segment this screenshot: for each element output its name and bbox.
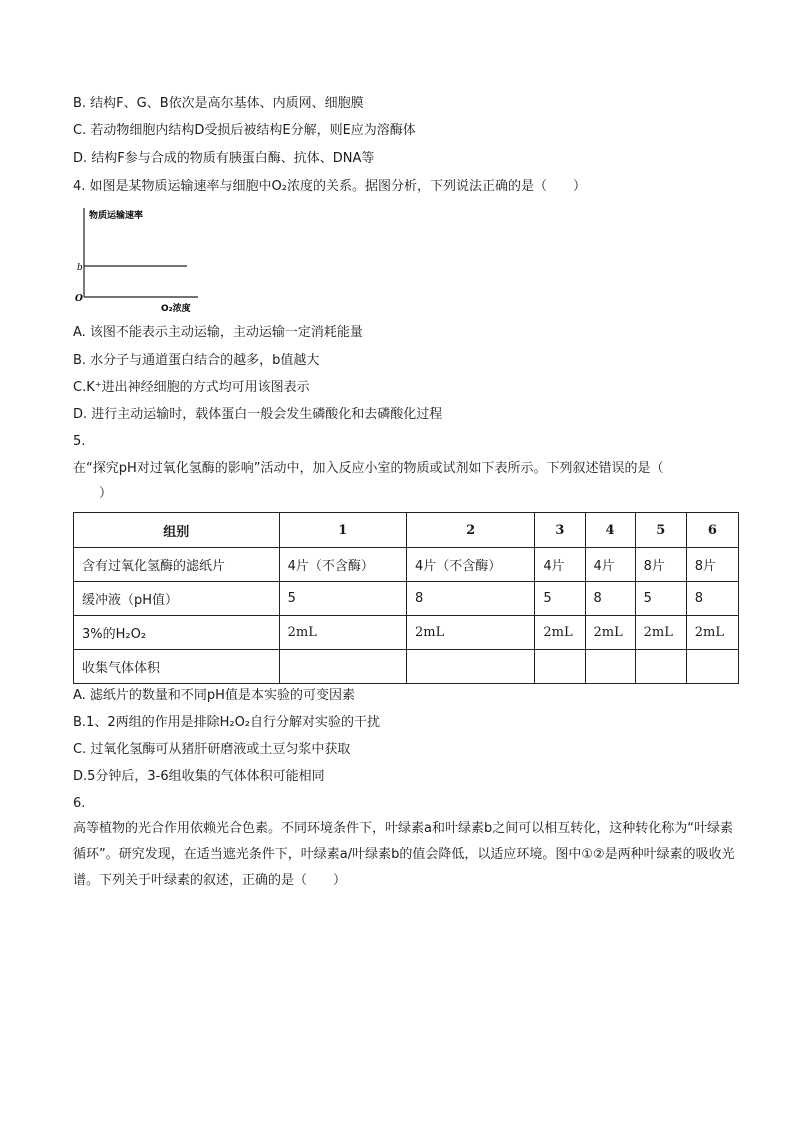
- q6-stem: 高等植物的光合作用依赖光合色素。不同环境条件下，叶绿素a和叶绿素b之间可以相互转化，这种转化称为“叶绿素循环”。研究发现，在适当遮光条件下，叶绿素a/叶绿素b的值会降低，以适应环境。图中①②是两种叶绿素的吸收光谱。下列关于叶绿素的叙述，正确的是（ ）: [73, 821, 735, 888]
- table-cell: [585, 650, 635, 684]
- table-cell: 4片: [535, 548, 585, 582]
- q5-stem-line2: ）: [73, 486, 113, 501]
- table-cell: [406, 650, 534, 684]
- x-axis-label: O₂浓度: [161, 304, 191, 314]
- q4-option-c: C.K⁺进出神经细胞的方式均可用该图表示: [73, 380, 310, 395]
- table-row: [74, 548, 739, 582]
- q5-table: [73, 512, 739, 684]
- table-header-cell: 2: [406, 513, 534, 548]
- table-cell: 4片: [585, 548, 635, 582]
- table-cell: 2mL: [585, 616, 635, 650]
- y-axis-label: 物质运输速率: [89, 211, 144, 221]
- q4-graph: [73, 204, 203, 316]
- q4-option-a: A. 该图不能表示主动运输，主动运输一定消耗能量: [73, 325, 363, 340]
- q4-graph-svg: [73, 204, 203, 316]
- table-cell: [686, 650, 738, 684]
- table-cell: 8: [585, 582, 635, 616]
- q3-option-d: D. 结构F参与合成的物质有胰蛋白酶、抗体、DNA等: [73, 151, 375, 166]
- table-cell: 缓冲液（pH值）: [74, 582, 280, 616]
- q3-option-b: B. 结构F、G、B依次是高尔基体、内质网、细胞膜: [73, 96, 364, 111]
- table-cell: 含有过氧化氢酶的滤纸片: [74, 548, 280, 582]
- q5-stem-line1: 在“探究pH对过氧化氢酶的影响”活动中，加入反应小室的物质或试剂如下表所示。下列叙述错误的是（: [73, 461, 664, 476]
- table-cell: 2mL: [535, 616, 585, 650]
- table-header-cell: 3: [535, 513, 585, 548]
- table-cell: 5: [535, 582, 585, 616]
- table-header-row: [74, 513, 739, 548]
- table-cell: 3%的H₂O₂: [74, 616, 280, 650]
- table-cell: [635, 650, 686, 684]
- table-header-cell: 5: [635, 513, 686, 548]
- table-cell: 4片（不含酶）: [406, 548, 534, 582]
- table-cell: 2mL: [686, 616, 738, 650]
- table-cell: 收集气体体积: [74, 650, 280, 684]
- table-header-cell: 组别: [74, 513, 280, 548]
- table-cell: 8片: [686, 548, 738, 582]
- q6-number: 6.: [73, 796, 86, 811]
- q5-option-a: A. 滤纸片的数量和不同pH值是本实验的可变因素: [73, 688, 355, 703]
- q5-option-c: C. 过氧化氢酶可从猪肝研磨液或土豆匀浆中获取: [73, 742, 351, 757]
- table-row: [74, 616, 739, 650]
- q5-option-d: D.5分钟后，3-6组收集的气体体积可能相同: [73, 769, 325, 784]
- table-header-cell: 6: [686, 513, 738, 548]
- table-cell: 8片: [635, 548, 686, 582]
- table-cell: 5: [635, 582, 686, 616]
- table-cell: [279, 650, 406, 684]
- table-cell: [535, 650, 585, 684]
- q4-option-b: B. 水分子与通道蛋白结合的越多，b值越大: [73, 353, 320, 368]
- table-row: [74, 582, 739, 616]
- table-cell: 2mL: [635, 616, 686, 650]
- table-row: [74, 650, 739, 684]
- q4-option-d: D. 进行主动运输时，载体蛋白一般会发生磷酸化和去磷酸化过程: [73, 407, 443, 422]
- table-cell: 8: [686, 582, 738, 616]
- q5-option-b: B.1、2两组的作用是排除H₂O₂自行分解对实验的干扰: [73, 715, 381, 730]
- table-cell: 5: [279, 582, 406, 616]
- table-header-cell: 4: [585, 513, 635, 548]
- table-cell: 2mL: [406, 616, 534, 650]
- table-cell: 2mL: [279, 616, 406, 650]
- table-cell: 8: [406, 582, 534, 616]
- q4-stem: 4. 如图是某物质运输速率与细胞中O₂浓度的关系。据图分析，下列说法正确的是（ ）: [73, 179, 586, 194]
- table-cell: 4片（不含酶）: [279, 548, 406, 582]
- b-label: b: [77, 263, 83, 273]
- q3-option-c: C. 若动物细胞内结构D受损后被结构E分解，则E应为溶酶体: [73, 123, 416, 138]
- table-header-cell: 1: [279, 513, 406, 548]
- q5-number: 5.: [73, 434, 86, 449]
- origin-label: O: [75, 294, 83, 304]
